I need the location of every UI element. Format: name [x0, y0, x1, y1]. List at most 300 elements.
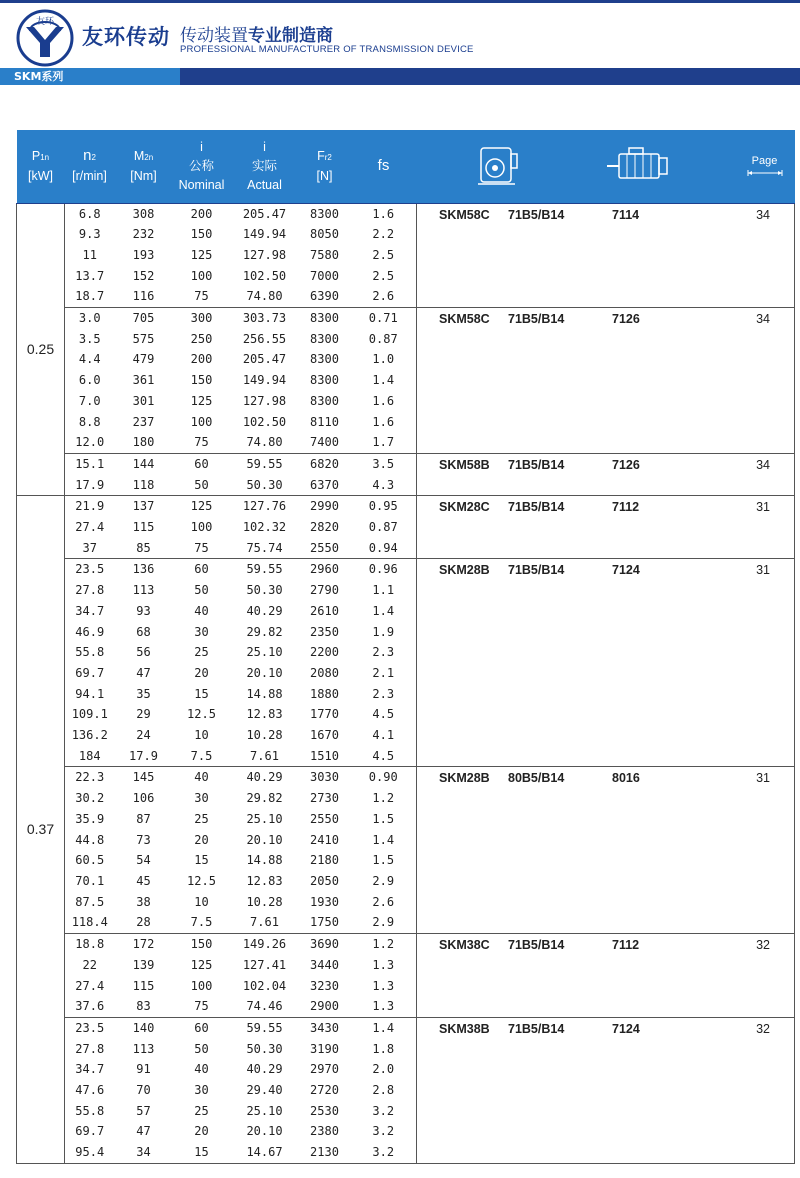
fr2-cell: 2790	[310, 583, 339, 598]
fr2-cell: 2130	[299, 1142, 351, 1163]
fr2-cell: 8300	[310, 311, 339, 326]
n2-cell: 4.4	[78, 352, 101, 367]
fs-cell: 0.71	[368, 311, 398, 326]
m2n-cell: 38	[136, 894, 151, 909]
table-row	[17, 496, 795, 517]
fs-cell: 2.6	[372, 894, 395, 909]
motor-icon	[605, 146, 675, 186]
i-actual-cell: 75.74	[231, 538, 299, 559]
n2-cell: 3.5	[78, 331, 101, 346]
m2n-cell: 85	[115, 538, 173, 559]
fr2-cell: 2550	[299, 538, 351, 559]
m2n-cell: 118	[115, 475, 173, 496]
i-actual-cell: 25.10	[246, 811, 283, 826]
fr2-cell: 2050	[310, 874, 339, 888]
model-code: SKM28C	[439, 500, 490, 515]
fs-cell: 1.4	[372, 603, 395, 618]
n2-cell: 23.5	[75, 1020, 105, 1035]
page-ref: 34	[756, 312, 770, 327]
i-actual-cell: 127.98	[242, 247, 287, 262]
i-nominal-cell: 200	[190, 352, 213, 367]
n2-cell: 69.7	[75, 1124, 105, 1139]
i-actual-cell: 59.55	[246, 456, 283, 471]
m2n-cell: 113	[132, 1041, 155, 1056]
fr2-cell: 1930	[310, 894, 339, 909]
m2n-cell: 140	[132, 1020, 155, 1035]
table-row	[17, 934, 795, 955]
i-nominal-cell: 40	[194, 603, 209, 618]
m2n-cell: 47	[136, 1124, 151, 1139]
table-header-row	[17, 130, 795, 203]
m2n-cell: 139	[132, 957, 155, 972]
fr2-cell: 2200	[310, 645, 339, 660]
i-actual-cell: 40.29	[246, 603, 283, 618]
fr2-cell: 1770	[310, 707, 339, 722]
fs-cell: 1.4	[372, 832, 395, 847]
fs-cell: 1.3	[351, 996, 417, 1017]
page-ref: 31	[756, 771, 770, 786]
fr2-cell: 7000	[310, 268, 339, 283]
i-nominal-cell: 40	[194, 1062, 209, 1077]
i-nominal-cell: 150	[190, 937, 213, 952]
i-actual-cell: 127.98	[242, 393, 287, 408]
gear-reducer-icon	[475, 144, 521, 188]
motor-flange: 71B5/B14	[508, 938, 565, 953]
i-actual-cell: 10.28	[246, 894, 283, 909]
fs-cell: 1.7	[351, 432, 417, 453]
i-nominal-cell: 100	[190, 978, 213, 993]
fs-cell: 0.95	[368, 499, 398, 514]
table-row	[17, 559, 795, 580]
i-actual-cell: 127.41	[242, 957, 287, 972]
i-nominal-cell: 30	[194, 791, 209, 806]
i-actual-cell: 40.29	[246, 1062, 283, 1077]
i-nominal-cell: 10	[194, 894, 209, 909]
motor-code: 7126	[612, 312, 640, 327]
m2n-cell: 17.9	[115, 746, 173, 767]
m2n-cell: 24	[136, 728, 151, 743]
i-nominal-cell: 20	[194, 832, 209, 847]
m2n-cell: 47	[136, 665, 151, 680]
fs-cell: 4.1	[372, 728, 395, 743]
fs-cell: 1.6	[372, 414, 395, 429]
i-actual-cell: 102.50	[242, 414, 287, 429]
model-info-cell	[417, 496, 795, 559]
n2-cell: 94.1	[75, 686, 105, 701]
series-bar-fill	[180, 68, 800, 85]
i-actual-cell: 20.10	[246, 1124, 283, 1139]
i-nominal-cell: 100	[190, 268, 213, 283]
i-nominal-cell: 30	[194, 1083, 209, 1098]
fr2-cell: 2730	[310, 791, 339, 806]
i-nominal-cell: 25	[194, 645, 209, 660]
n2-cell: 34.7	[75, 1062, 105, 1077]
i-actual-cell: 25.10	[246, 1103, 283, 1118]
m2n-cell: 83	[115, 996, 173, 1017]
col-i-actual: i 实际 Actual	[231, 130, 299, 203]
n2-cell: 35.9	[75, 811, 105, 826]
fr2-cell: 1670	[310, 728, 339, 743]
m2n-cell: 136	[132, 562, 155, 577]
fr2-cell: 8300	[310, 331, 339, 346]
fr2-cell: 3430	[310, 1020, 339, 1035]
i-nominal-cell: 125	[190, 499, 213, 514]
i-nominal-cell: 15	[173, 1142, 231, 1163]
i-actual-cell: 7.61	[231, 746, 299, 767]
n2-cell: 13.7	[75, 268, 105, 283]
fs-cell: 4.3	[351, 475, 417, 496]
i-nominal-cell: 150	[190, 227, 213, 242]
model-info-cell	[417, 308, 795, 454]
tagline-en: PROFESSIONAL MANUFACTURER OF TRANSMISSION DEVICE	[180, 44, 474, 55]
n2-cell: 47.6	[75, 1083, 105, 1098]
fs-cell: 1.8	[372, 1041, 395, 1056]
fr2-cell: 3230	[310, 978, 339, 993]
model-code: SKM58C	[439, 207, 490, 222]
model-info-cell	[417, 559, 795, 767]
i-actual-cell: 29.82	[246, 624, 283, 639]
i-actual-cell: 205.47	[242, 206, 287, 221]
n2-cell: 37.6	[65, 996, 115, 1017]
page-ref: 31	[756, 563, 770, 578]
brand-name: 友环传动	[82, 25, 170, 49]
motor-flange: 71B5/B14	[508, 1021, 565, 1036]
i-actual-cell: 149.94	[242, 227, 287, 242]
fs-cell: 3.2	[372, 1124, 395, 1139]
m2n-cell: 172	[132, 937, 155, 952]
i-nominal-cell: 25	[194, 1103, 209, 1118]
i-actual-cell: 59.55	[246, 562, 283, 577]
m2n-cell: 116	[115, 286, 173, 307]
col-i-nominal: i 公称 Nominal	[173, 130, 231, 203]
motor-code: 7114	[612, 207, 640, 222]
fr2-cell: 2720	[310, 1083, 339, 1098]
n2-cell: 109.1	[71, 707, 108, 722]
table-row	[17, 453, 795, 474]
model-code: SKM38C	[439, 938, 490, 953]
fr2-cell: 6820	[310, 456, 339, 471]
fs-cell: 1.5	[372, 811, 395, 826]
i-nominal-cell: 75	[173, 286, 231, 307]
fs-cell: 2.2	[372, 227, 395, 242]
col-fs: fs	[351, 130, 417, 203]
m2n-cell: 35	[136, 686, 151, 701]
power-cell: 0.37	[17, 496, 65, 1164]
fr2-cell: 2530	[310, 1103, 339, 1118]
fs-cell: 2.8	[372, 1083, 395, 1098]
fs-cell: 1.0	[372, 352, 395, 367]
fr2-cell: 2610	[310, 603, 339, 618]
i-actual-cell: 74.46	[231, 996, 299, 1017]
fr2-cell: 2900	[299, 996, 351, 1017]
fr2-cell: 2990	[310, 499, 339, 514]
col-model-info	[417, 130, 795, 203]
m2n-cell: 68	[136, 624, 151, 639]
fs-cell: 1.5	[372, 853, 395, 868]
i-actual-cell: 102.50	[242, 268, 287, 283]
i-nominal-cell: 100	[190, 414, 213, 429]
table-row	[17, 767, 795, 788]
n2-cell: 87.5	[75, 894, 105, 909]
fs-cell: 1.1	[372, 583, 395, 598]
fs-cell: 4.5	[351, 746, 417, 767]
m2n-cell: 237	[132, 414, 155, 429]
fs-cell: 2.3	[372, 645, 395, 660]
motor-code: 8016	[612, 771, 640, 786]
fr2-cell: 2380	[310, 1124, 339, 1139]
i-nominal-cell: 25	[194, 811, 209, 826]
n2-cell: 184	[65, 746, 115, 767]
i-nominal-cell: 12.5	[187, 874, 216, 888]
m2n-cell: 705	[132, 311, 155, 326]
page-ref: 31	[756, 500, 770, 515]
col-m2n: M2n [Nm]	[115, 130, 173, 203]
fs-cell: 2.3	[372, 686, 395, 701]
i-nominal-cell: 50	[194, 1041, 209, 1056]
m2n-cell: 70	[136, 1083, 151, 1098]
i-actual-cell: 50.30	[246, 1041, 283, 1056]
m2n-cell: 28	[115, 912, 173, 933]
i-nominal-cell: 75	[173, 432, 231, 453]
fs-cell: 0.96	[368, 562, 398, 577]
i-nominal-cell: 15	[194, 686, 209, 701]
fr2-cell: 2960	[310, 562, 339, 577]
n2-cell: 22	[82, 957, 97, 972]
i-nominal-cell: 60	[194, 562, 209, 577]
fr2-cell: 6390	[299, 286, 351, 307]
i-nominal-cell: 20	[194, 1124, 209, 1139]
i-nominal-cell: 60	[194, 456, 209, 471]
i-nominal-cell: 125	[190, 393, 213, 408]
i-actual-cell: 127.76	[242, 499, 287, 514]
n2-cell: 27.8	[75, 1041, 105, 1056]
i-nominal-cell: 75	[173, 996, 231, 1017]
model-info-cell	[417, 203, 795, 308]
fr2-cell: 7400	[299, 432, 351, 453]
n2-cell: 27.4	[75, 978, 105, 993]
fr2-cell: 3190	[310, 1041, 339, 1056]
i-actual-cell: 25.10	[246, 645, 283, 660]
fr2-cell: 2080	[310, 665, 339, 680]
i-nominal-cell: 150	[190, 373, 213, 388]
fr2-cell: 8050	[310, 227, 339, 242]
fs-cell: 2.1	[372, 665, 395, 680]
fr2-cell: 6370	[299, 475, 351, 496]
fs-cell: 2.0	[372, 1062, 395, 1077]
model-code: SKM28B	[439, 563, 490, 578]
motor-code: 7112	[612, 500, 640, 515]
n2-cell: 34.7	[75, 603, 105, 618]
i-nominal-cell: 75	[173, 538, 231, 559]
i-actual-cell: 14.67	[231, 1142, 299, 1163]
motor-code: 7112	[612, 938, 640, 953]
n2-cell: 46.9	[75, 624, 105, 639]
n2-cell: 27.8	[75, 583, 105, 598]
fs-cell: 0.87	[368, 331, 398, 346]
n2-cell: 11	[82, 247, 97, 262]
spec-table	[16, 130, 795, 1164]
model-code: SKM38B	[439, 1021, 490, 1036]
n2-cell: 21.9	[75, 499, 105, 514]
motor-flange: 71B5/B14	[508, 500, 565, 515]
n2-cell: 27.4	[75, 520, 105, 535]
i-nominal-cell: 20	[194, 665, 209, 680]
tagline-cn: 传动装置专业制造商	[180, 26, 333, 46]
fr2-cell: 3690	[310, 937, 339, 952]
n2-cell: 18.8	[75, 937, 105, 952]
i-actual-cell: 205.47	[242, 352, 287, 367]
motor-flange: 71B5/B14	[508, 312, 565, 327]
m2n-cell: 193	[132, 247, 155, 262]
fr2-cell: 3440	[310, 957, 339, 972]
fr2-cell: 3030	[310, 770, 339, 785]
m2n-cell: 144	[132, 456, 155, 471]
i-actual-cell: 14.88	[246, 686, 283, 701]
n2-cell: 8.8	[78, 414, 101, 429]
m2n-cell: 308	[132, 206, 155, 221]
fr2-cell: 1750	[299, 912, 351, 933]
m2n-cell: 232	[132, 227, 155, 242]
fs-cell: 2.5	[372, 247, 395, 262]
motor-code: 7124	[612, 1021, 640, 1036]
page-header	[0, 3, 800, 67]
i-actual-cell: 303.73	[242, 311, 287, 326]
n2-cell: 118.4	[65, 912, 115, 933]
model-code: SKM58B	[439, 457, 490, 472]
n2-cell: 37	[65, 538, 115, 559]
company-logo-icon	[16, 9, 74, 67]
table-body	[17, 203, 795, 1163]
fs-cell: 1.4	[372, 373, 395, 388]
i-actual-cell: 50.30	[231, 475, 299, 496]
model-info-cell	[417, 1017, 795, 1163]
fr2-cell: 8300	[310, 373, 339, 388]
n2-cell: 6.0	[78, 373, 101, 388]
model-code: SKM28B	[439, 771, 490, 786]
i-nominal-cell: 100	[190, 520, 213, 535]
fs-cell: 0.90	[368, 770, 398, 785]
fr2-cell: 1510	[299, 746, 351, 767]
col-n2: n2 [r/min]	[65, 130, 115, 203]
fs-cell: 1.2	[372, 791, 395, 806]
i-actual-cell: 10.28	[246, 728, 283, 743]
fr2-cell: 8300	[310, 393, 339, 408]
i-nominal-cell: 60	[194, 1020, 209, 1035]
model-info-cell	[417, 453, 795, 495]
motor-flange: 71B5/B14	[508, 563, 565, 578]
fs-cell: 4.5	[372, 707, 395, 722]
m2n-cell: 301	[132, 393, 155, 408]
logo-text: 友环	[35, 17, 55, 27]
i-nominal-cell: 40	[194, 770, 209, 785]
n2-cell: 69.7	[75, 665, 105, 680]
m2n-cell: 45	[136, 874, 151, 888]
m2n-cell: 137	[132, 499, 155, 514]
m2n-cell: 145	[132, 770, 155, 785]
i-actual-cell: 74.80	[231, 432, 299, 453]
n2-cell: 9.3	[78, 227, 101, 242]
i-nominal-cell: 300	[190, 311, 213, 326]
m2n-cell: 361	[132, 373, 155, 388]
n2-cell: 136.2	[71, 728, 108, 743]
fs-cell: 1.3	[372, 957, 395, 972]
n2-cell: 55.8	[75, 645, 105, 660]
power-cell: 0.25	[17, 203, 65, 496]
fs-cell: 1.6	[372, 393, 395, 408]
n2-cell: 30.2	[75, 791, 105, 806]
i-nominal-cell: 10	[194, 728, 209, 743]
fs-cell: 0.94	[351, 538, 417, 559]
i-actual-cell: 74.80	[231, 286, 299, 307]
motor-flange: 71B5/B14	[508, 207, 565, 222]
i-actual-cell: 29.82	[246, 791, 283, 806]
m2n-cell: 91	[136, 1062, 151, 1077]
i-nominal-cell: 250	[190, 331, 213, 346]
i-nominal-cell: 30	[194, 624, 209, 639]
n2-cell: 70.1	[75, 874, 105, 888]
i-nominal-cell: 7.5	[173, 912, 231, 933]
m2n-cell: 93	[136, 603, 151, 618]
n2-cell: 3.0	[78, 311, 101, 326]
m2n-cell: 54	[136, 853, 151, 868]
m2n-cell: 180	[115, 432, 173, 453]
i-actual-cell: 102.32	[242, 520, 287, 535]
fs-cell: 1.6	[372, 206, 395, 221]
fr2-cell: 2350	[310, 624, 339, 639]
m2n-cell: 87	[136, 811, 151, 826]
fs-cell: 1.4	[372, 1020, 395, 1035]
fs-cell: 2.6	[351, 286, 417, 307]
n2-cell: 95.4	[65, 1142, 115, 1163]
i-actual-cell: 12.83	[246, 874, 283, 888]
fs-cell: 1.9	[372, 624, 395, 639]
m2n-cell: 106	[132, 791, 155, 806]
page-icon: Page	[747, 155, 783, 177]
page-ref: 34	[756, 457, 770, 472]
m2n-cell: 29	[136, 707, 151, 722]
fr2-cell: 7580	[310, 247, 339, 262]
fs-cell: 3.2	[372, 1103, 395, 1118]
motor-flange: 71B5/B14	[508, 457, 565, 472]
fr2-cell: 2410	[310, 832, 339, 847]
n2-cell: 15.1	[75, 456, 105, 471]
series-label: SKM系列	[0, 68, 180, 85]
col-fr2: Fr2 [N]	[299, 130, 351, 203]
m2n-cell: 73	[136, 832, 151, 847]
m2n-cell: 575	[132, 331, 155, 346]
i-nominal-cell: 125	[190, 247, 213, 262]
fs-cell: 2.9	[351, 912, 417, 933]
n2-cell: 23.5	[75, 562, 105, 577]
fs-cell: 1.3	[372, 978, 395, 993]
page-ref: 32	[756, 1021, 770, 1036]
fr2-cell: 2180	[310, 853, 339, 868]
fs-cell: 0.87	[368, 520, 398, 535]
m2n-cell: 56	[136, 645, 151, 660]
i-actual-cell: 20.10	[246, 665, 283, 680]
fr2-cell: 1880	[310, 686, 339, 701]
motor-flange: 80B5/B14	[508, 771, 565, 786]
i-actual-cell: 29.40	[246, 1083, 283, 1098]
i-actual-cell: 50.30	[246, 583, 283, 598]
n2-cell: 44.8	[75, 832, 105, 847]
motor-code: 7126	[612, 457, 640, 472]
i-nominal-cell: 125	[190, 957, 213, 972]
model-info-cell	[417, 767, 795, 934]
n2-cell: 12.0	[65, 432, 115, 453]
i-actual-cell: 14.88	[246, 853, 283, 868]
series-bar	[0, 68, 800, 85]
